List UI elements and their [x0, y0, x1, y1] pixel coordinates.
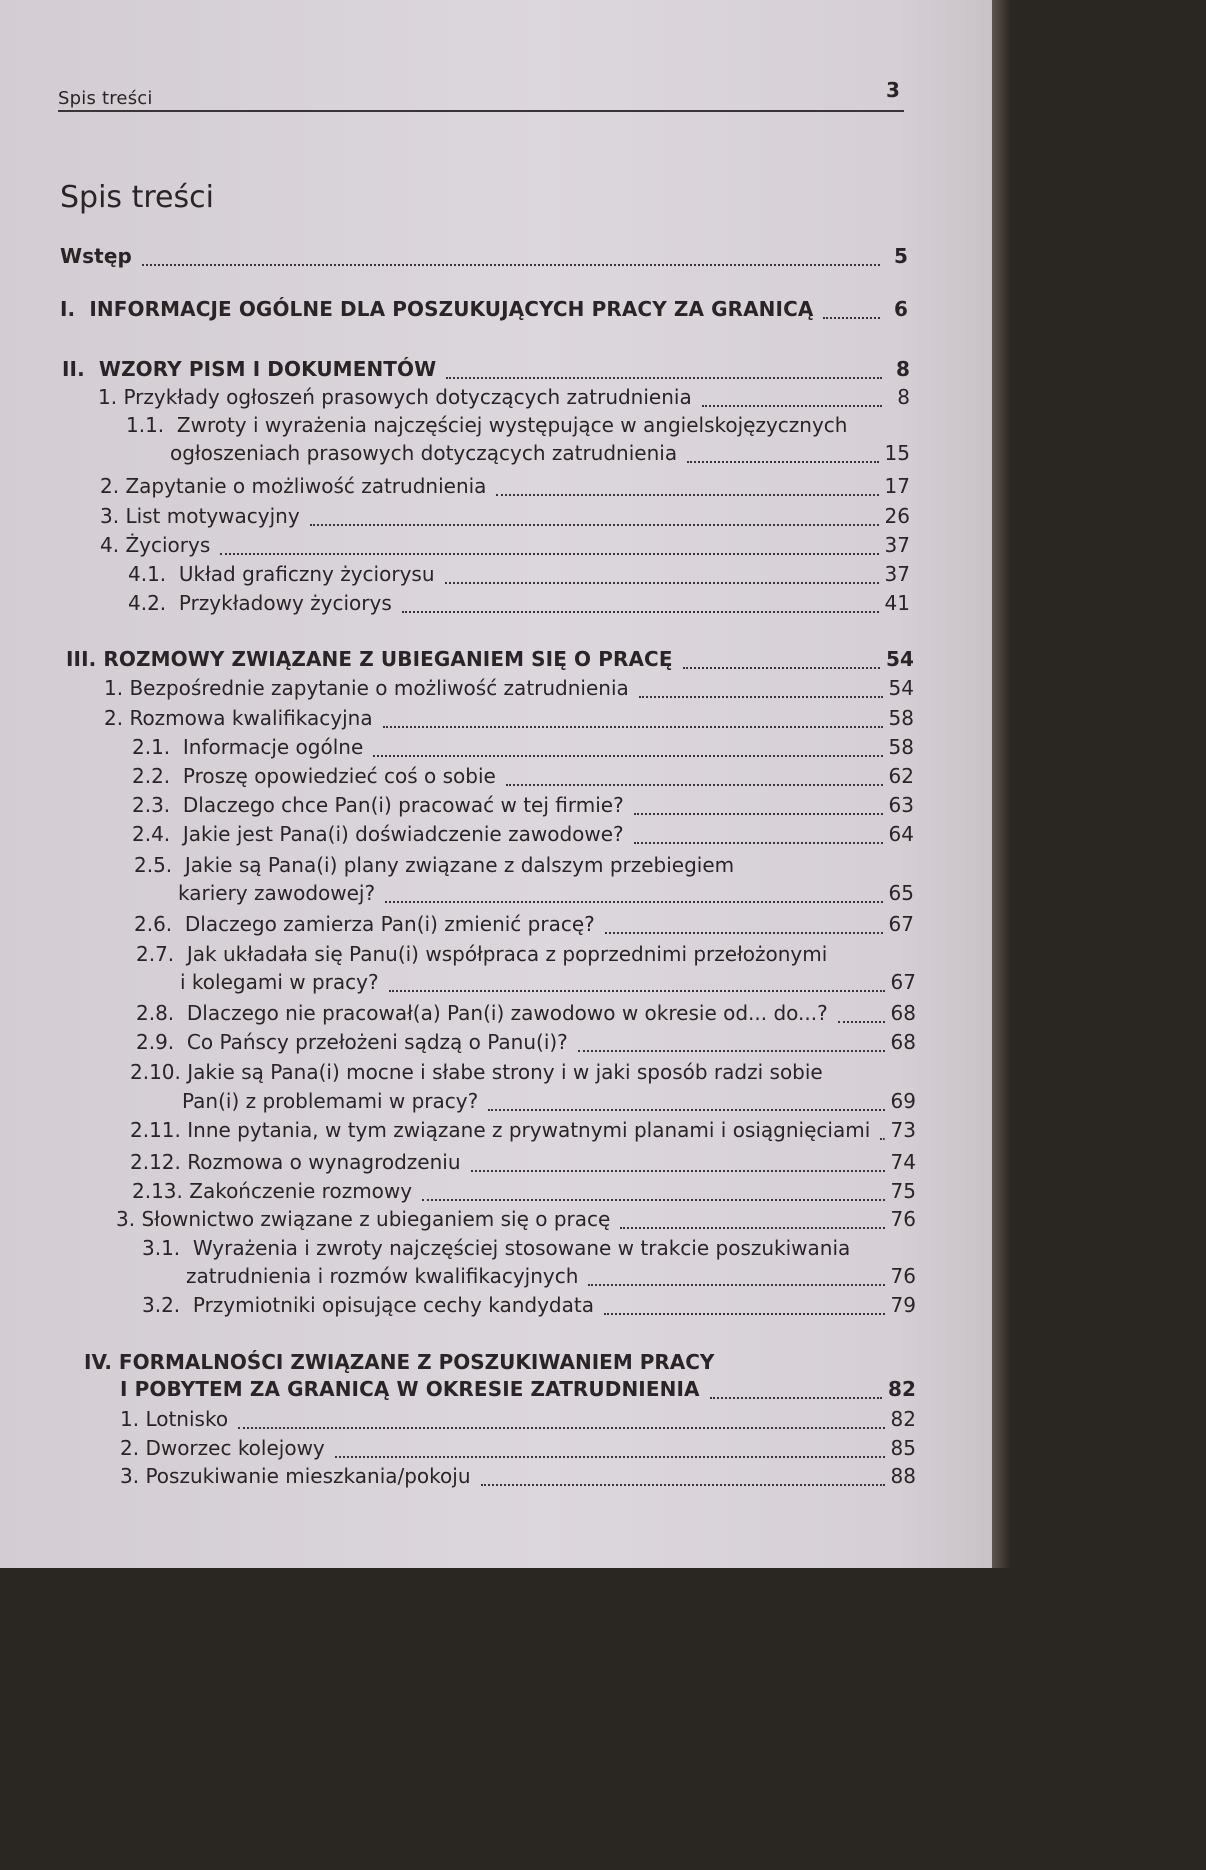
toc-entry	[130, 1118, 916, 1146]
toc-entry-label: 3. Poszukiwanie mieszkania/pokoju	[120, 1464, 471, 1488]
toc-entry-label: 2.4. Jakie jest Pana(i) doświadczenie zawodowe?	[132, 822, 624, 846]
toc-page-number: 74	[890, 1150, 916, 1174]
toc-leader-dots	[838, 1019, 885, 1023]
toc-leader-dots	[496, 492, 878, 496]
toc-page-number: 26	[884, 504, 910, 528]
toc-entry-label-line1: 3.1. Wyrażenia i zwroty najczęściej stosowane w trakcie poszukiwania	[142, 1236, 851, 1260]
toc-page-number: 58	[888, 706, 914, 730]
toc-entry-label: 2.3. Dlaczego chce Pan(i) pracować w tej firmie?	[132, 793, 624, 817]
toc-chapter-3	[66, 647, 914, 675]
toc-leader-dots	[402, 609, 879, 613]
toc-page-number: 67	[890, 970, 916, 994]
toc-page-number: 88	[890, 1464, 916, 1488]
toc-leader-dots	[687, 459, 878, 463]
toc-entry-label: 2.6. Dlaczego zamierza Pan(i) zmienić pracę?	[134, 912, 595, 936]
toc-entry	[186, 1264, 916, 1292]
toc-leader-dots	[710, 1395, 882, 1399]
toc-page-number: 37	[884, 533, 910, 557]
toc-entry	[136, 1030, 916, 1058]
toc-entry-label: 2. Zapytanie o możliwość zatrudnienia	[100, 474, 487, 498]
toc-entry-label: 2.13. Zakończenie rozmowy	[132, 1179, 413, 1203]
toc-entry	[98, 385, 910, 413]
toc-entry-label-line1: 2.5. Jakie są Pana(i) plany związane z dalszym przebiegiem	[134, 853, 735, 877]
toc-entry-label: 2. Rozmowa kwalifikacyjna	[104, 706, 373, 730]
toc-page-number: 65	[888, 881, 914, 905]
toc-entry	[130, 1150, 916, 1178]
toc-entry-label: I. INFORMACJE OGÓLNE DLA POSZUKUJĄCYCH PRACY ZA GRANICĄ	[60, 297, 814, 321]
toc-entry	[132, 764, 914, 792]
toc-entry-label: ogłoszeniach prasowych dotyczących zatrudnienia	[170, 441, 678, 465]
toc-page-number: 62	[888, 764, 914, 788]
toc-leader-dots	[605, 930, 883, 934]
toc-leader-dots	[578, 1048, 885, 1052]
toc-entry-label: 3. List motywacyjny	[100, 504, 300, 528]
toc-entry	[132, 793, 914, 821]
toc-entry-label: kariery zawodowej?	[178, 881, 376, 905]
toc-leader-dots	[383, 724, 883, 728]
toc-entry	[142, 1293, 916, 1321]
toc-page-number: 41	[884, 591, 910, 615]
toc-leader-dots	[422, 1197, 884, 1201]
toc-entry-label: 2. Dworzec kolejowy	[120, 1436, 325, 1460]
toc-chapter-4	[120, 1377, 916, 1405]
toc-page-number: 73	[890, 1118, 916, 1142]
toc-entry-label: 4. Życiorys	[100, 533, 211, 557]
toc-entry-wstep	[60, 244, 908, 272]
toc-page-number: 67	[888, 912, 914, 936]
toc-leader-dots	[142, 262, 880, 266]
toc-entry-label: Pan(i) z problemami w pracy?	[182, 1089, 479, 1113]
toc-entry-label-line1: 1.1. Zwroty i wyrażenia najczęściej występujące w angielskojęzycznych	[126, 413, 848, 437]
toc-page-number: 8	[895, 357, 910, 381]
toc-entry-label: 2.9. Co Pańscy przełożeni sądzą o Panu(i)?	[136, 1030, 568, 1054]
toc-chapter-2	[62, 357, 910, 385]
toc-leader-dots	[488, 1107, 884, 1111]
toc-entry-label: i kolegami w pracy?	[180, 970, 379, 994]
toc-entry	[136, 1001, 916, 1029]
toc-page-number: 68	[890, 1001, 916, 1025]
toc-entry	[134, 912, 914, 940]
toc-page-number: 79	[890, 1293, 916, 1317]
toc-entry	[132, 735, 914, 763]
toc-leader-dots	[389, 988, 885, 992]
toc-page-number: 75	[890, 1179, 916, 1203]
toc-page-number: 76	[890, 1207, 916, 1231]
toc-entry	[178, 881, 914, 909]
toc-leader-dots	[481, 1482, 885, 1486]
toc-entry	[182, 1089, 916, 1117]
toc-entry-label: 1. Przykłady ogłoszeń prasowych dotyczących zatrudnienia	[98, 385, 692, 409]
toc-leader-dots	[445, 580, 879, 584]
toc-leader-dots	[634, 840, 883, 844]
toc-entry-label: Wstęp	[60, 244, 132, 268]
toc-leader-dots	[604, 1311, 885, 1315]
toc-leader-dots	[639, 694, 883, 698]
toc-leader-dots	[880, 1136, 884, 1140]
toc-leader-dots	[446, 375, 882, 379]
toc-entry-label: 2.2. Proszę opowiedzieć coś o sobie	[132, 764, 496, 788]
toc-leader-dots	[238, 1425, 884, 1429]
toc-entry	[128, 562, 910, 590]
toc-leader-dots	[823, 315, 880, 319]
toc-page-number: 58	[888, 735, 914, 759]
toc-entry-label: 1. Bezpośrednie zapytanie o możliwość zatrudnienia	[104, 676, 629, 700]
toc-entry-label: 2.8. Dlaczego nie pracował(a) Pan(i) zawodowo w okresie od... do...?	[136, 1001, 828, 1025]
running-head: Spis treści	[58, 88, 153, 109]
toc-page-number: 17	[884, 474, 910, 498]
toc-entry	[180, 970, 916, 998]
toc-leader-dots	[310, 522, 879, 526]
toc-leader-dots	[373, 753, 882, 757]
toc-entry-label-line1: 2.7. Jak układała się Panu(i) współpraca z poprzednimi przełożonymi	[136, 942, 828, 966]
toc-entry	[100, 533, 910, 561]
toc-entry-label: 4.2. Przykładowy życiorys	[128, 591, 392, 615]
toc-entry-label: 2.12. Rozmowa o wynagrodzeniu	[130, 1150, 461, 1174]
toc-page-number: 76	[890, 1264, 916, 1288]
toc-leader-dots	[385, 899, 882, 903]
toc-entry-label: 2.11. Inne pytania, w tym związane z prywatnymi planami i osiągnięciami	[130, 1118, 871, 1142]
toc-leader-dots	[335, 1454, 885, 1458]
toc-entry-label: 3. Słownictwo związane z ubieganiem się o pracę	[116, 1207, 611, 1231]
toc-page-number: 6	[893, 297, 908, 321]
toc-leader-dots	[620, 1225, 884, 1229]
toc-leader-dots	[506, 782, 883, 786]
toc-entry-label: II. WZORY PISM I DOKUMENTÓW	[62, 357, 437, 381]
page-edge-shadow	[992, 0, 1011, 1568]
toc-entry	[120, 1436, 916, 1464]
toc-leader-dots	[683, 665, 880, 669]
toc-entry-label: 4.1. Układ graficzny życiorysu	[128, 562, 435, 586]
toc-entry-label: 3.2. Przymiotniki opisujące cechy kandydata	[142, 1293, 594, 1317]
toc-page-number: 15	[884, 441, 910, 465]
toc-entry	[100, 474, 910, 502]
toc-entry	[128, 591, 910, 619]
toc-entry-label-line1: 2.10. Jakie są Pana(i) mocne i słabe strony i w jaki sposób radzi sobie	[130, 1060, 823, 1084]
toc-page-number: 54	[888, 676, 914, 700]
toc-page-number: 82	[887, 1377, 916, 1401]
toc-entry	[104, 706, 914, 734]
toc-entry-label: I POBYTEM ZA GRANICĄ W OKRESIE ZATRUDNIENIA	[120, 1377, 700, 1401]
toc-page-number: 64	[888, 822, 914, 846]
toc-entry	[116, 1207, 916, 1235]
toc-leader-dots	[588, 1282, 884, 1286]
header-rule	[58, 110, 904, 112]
toc-page-number: 68	[890, 1030, 916, 1054]
toc-entry	[104, 676, 914, 704]
toc-page-number: 69	[890, 1089, 916, 1113]
toc-page-number: 37	[884, 562, 910, 586]
toc-page-number: 54	[885, 647, 914, 671]
toc-entry	[132, 822, 914, 850]
page-number: 3	[886, 78, 900, 102]
toc-entry	[100, 504, 910, 532]
toc-entry-label: 2.1. Informacje ogólne	[132, 735, 364, 759]
toc-entry	[132, 1179, 916, 1207]
toc-leader-dots	[471, 1168, 885, 1172]
toc-leader-dots	[634, 811, 883, 815]
toc-entry-label: zatrudnienia i rozmów kwalifikacyjnych	[186, 1264, 579, 1288]
page-title: Spis treści	[60, 180, 214, 215]
toc-entry	[170, 441, 910, 469]
toc-page-number: 82	[890, 1407, 916, 1431]
toc-page-number: 85	[890, 1436, 916, 1460]
toc-page-number: 8	[897, 385, 910, 409]
toc-leader-dots	[702, 403, 882, 407]
toc-page-number: 5	[893, 244, 908, 268]
toc-entry-label: III. ROZMOWY ZWIĄZANE Z UBIEGANIEM SIĘ O PRACĘ	[66, 647, 673, 671]
toc-entry-label: 1. Lotnisko	[120, 1407, 229, 1431]
toc-page-number: 63	[888, 793, 914, 817]
toc-chapter-1	[60, 297, 908, 325]
toc-entry	[120, 1407, 916, 1435]
toc-chapter-4-line1: IV. FORMALNOŚCI ZWIĄZANE Z POSZUKIWANIEM PRACY	[84, 1350, 715, 1374]
toc-leader-dots	[220, 551, 878, 555]
toc-entry	[120, 1464, 916, 1492]
